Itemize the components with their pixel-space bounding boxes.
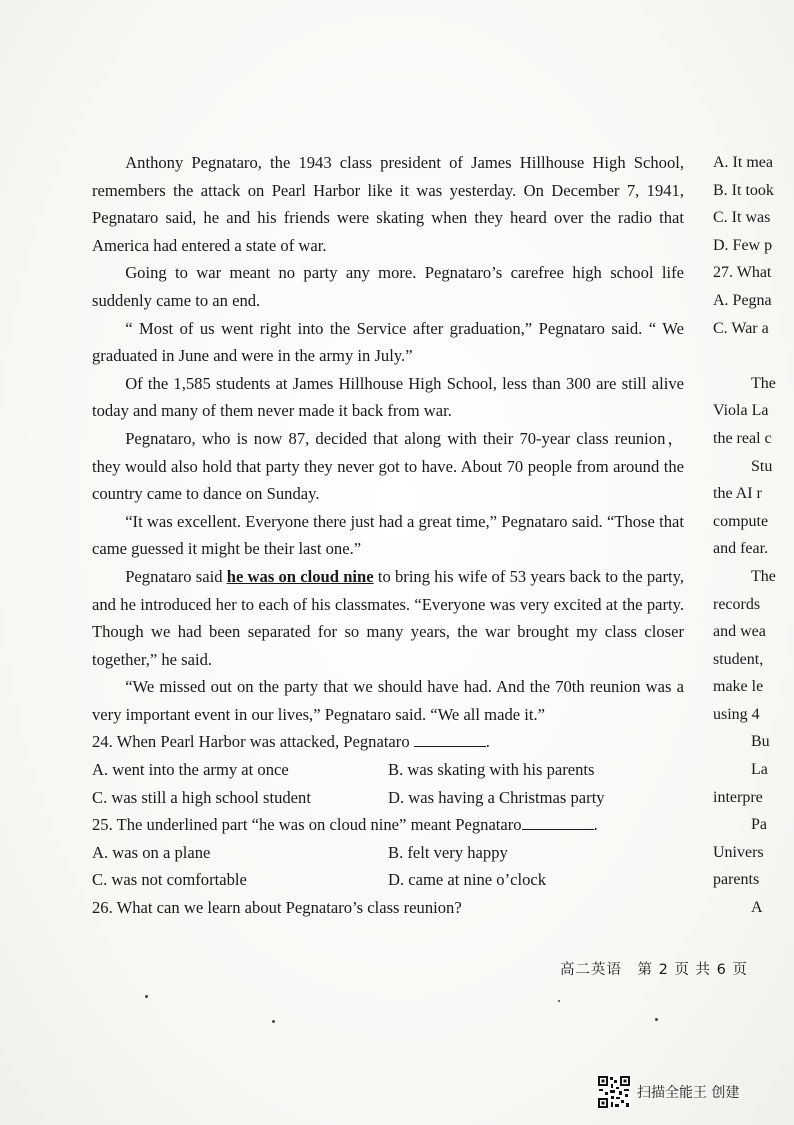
paragraph-7	[92, 563, 684, 673]
right-column-line: Pa	[751, 816, 767, 834]
option-b: B. felt very happy	[388, 842, 508, 862]
right-column-line: A. It mea	[713, 154, 773, 171]
paragraph-1: Anthony Pegnataro, the 1943 class president of James Hillhouse High School, remembers the attack on Pearl Harbor like it was yesterday. On December 7, 1941, Pegnataro said, he and his friends were skating when they heard over the radio that America had entered a state of war.	[92, 153, 684, 255]
question-24-stem: 24. When Pearl Harbor was attacked, Pegnataro	[92, 732, 410, 752]
right-column-line: 27. What	[713, 264, 772, 282]
options-row	[92, 784, 684, 812]
right-column-line: The	[751, 374, 776, 392]
underlined-phrase: he was on cloud nine	[226, 566, 374, 586]
paragraph-7-after: to bring his wife of 53 years back to the party, and he introduced her to each of his classmates. “Everyone was very excited at the party. Though we had been separated for so many years, the war brought my class closer together,” he said.	[92, 566, 684, 669]
next-column-cutoff	[713, 149, 794, 922]
paragraph-6: “It was excellent. Everyone there just had a great time,” Pegnataro said. “Those that came guessed it might be their last one.”	[92, 511, 684, 559]
right-column-line: student,	[713, 650, 764, 668]
option-d: D. came at nine o’clock	[388, 870, 547, 890]
paragraph-2: Going to war meant no party any more. Pegnataro’s carefree high school life suddenly came to an end.	[92, 263, 684, 310]
right-column-line: The	[751, 567, 776, 585]
right-column-line: C. It was	[713, 209, 771, 227]
question-24-end: .	[485, 732, 490, 752]
paragraph-5: Pegnataro, who is now 87, decided that along with their 70-year class reunion， they would also hold that party they never got to have. About 70 people from around the country came to dance on Sunday.	[92, 428, 684, 504]
option-c: C. was still a high school student	[92, 787, 311, 807]
scan-speck	[272, 1020, 275, 1023]
right-column-line: and wea	[713, 623, 766, 641]
paragraph-8: “We missed out on the party that we should have had. And the 70th reunion was a very important event in our lives,” Pegnataro said. “We all made it.”	[92, 677, 684, 724]
right-column-line	[713, 342, 794, 370]
right-column-line: parents	[713, 871, 760, 889]
question-24	[92, 728, 684, 756]
right-column-line: Univers	[713, 843, 764, 861]
paragraph-4: Of the 1,585 students at James Hillhouse High School, less than 300 are still alive today and many of them never made it back from war.	[92, 373, 684, 421]
passage-main	[92, 149, 684, 922]
right-column-line: compute	[713, 512, 769, 530]
options-row	[92, 756, 684, 784]
option-a: A. was on a plane	[92, 842, 211, 862]
right-column-line: La	[751, 761, 768, 779]
question-25-stem: 25. The underlined part “he was on cloud nine” meant Pegnataro	[92, 815, 522, 835]
option-b: B. was skating with his parents	[388, 760, 595, 780]
scanner-watermark	[597, 1075, 739, 1109]
right-column-line: interpre	[713, 788, 763, 806]
right-column-line: C. War a	[713, 319, 769, 337]
answer-blank	[522, 813, 594, 830]
right-column-line: using 4	[713, 705, 760, 723]
scanner-watermark-text: 扫描全能王 创建	[637, 1085, 740, 1101]
option-d: D. was having a Christmas party	[388, 787, 605, 807]
scan-speck	[655, 1018, 658, 1021]
right-column-line: records	[713, 595, 761, 613]
right-column-line: make le	[713, 678, 764, 696]
paragraph-7-before: Pegnataro said	[125, 566, 227, 586]
right-column-line: A. Pegna	[713, 291, 772, 309]
right-column-line: and fear.	[713, 540, 769, 558]
qr-code-icon	[597, 1075, 631, 1109]
question-25	[92, 811, 684, 839]
right-column-line: Stu	[751, 457, 773, 475]
right-column-line: the AI r	[713, 485, 762, 503]
right-column-line: the real c	[713, 429, 772, 447]
right-column-line: B. It took	[713, 181, 774, 199]
options-row	[92, 866, 684, 894]
answer-blank	[414, 730, 486, 747]
paragraph-3: “ Most of us went right into the Service after graduation,” Pegnataro said. “ We graduated in June and were in the army in July.”	[92, 318, 684, 366]
scan-speck	[145, 995, 148, 998]
right-column-line: Viola La	[713, 402, 769, 420]
question-25-end: .	[593, 815, 598, 835]
option-c: C. was not comfortable	[92, 870, 247, 890]
right-column-line: Bu	[751, 733, 770, 751]
options-row	[92, 839, 684, 867]
right-column-line: D. Few p	[713, 236, 773, 254]
scan-speck	[558, 1000, 560, 1002]
page-footer: 高二英语 第 2 页 共 6 页	[560, 962, 748, 978]
question-26: 26. What can we learn about Pegnataro’s class reunion?	[92, 898, 462, 918]
option-a: A. went into the army at once	[92, 760, 289, 780]
right-column-line: A	[751, 899, 763, 917]
